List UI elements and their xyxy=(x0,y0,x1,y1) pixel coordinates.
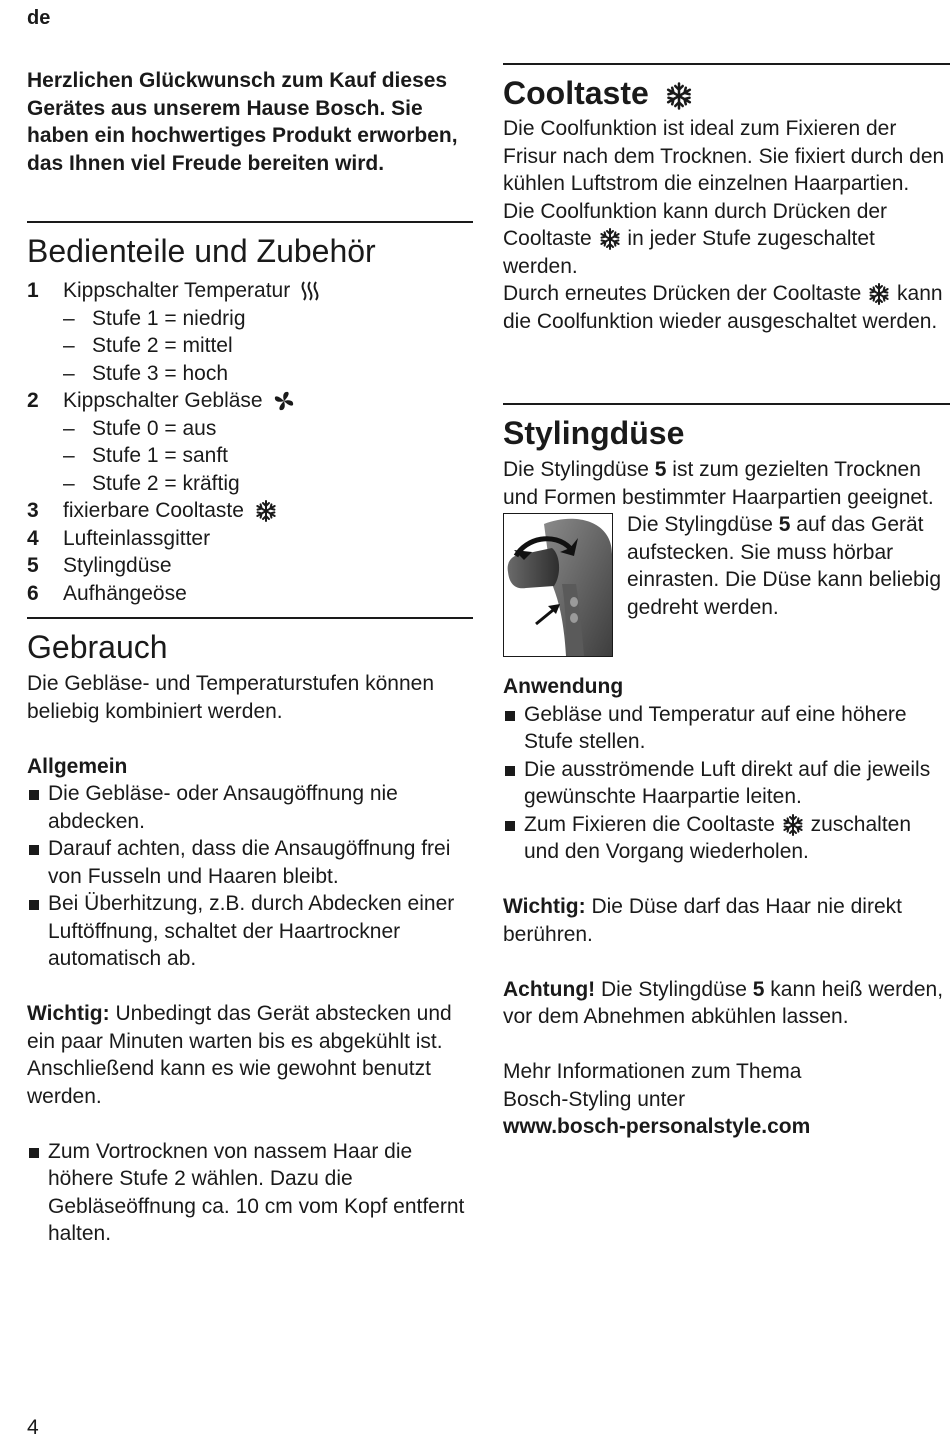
gebrauch-heading: Gebrauch xyxy=(27,629,168,665)
snowflake-icon xyxy=(781,813,805,837)
list-subitem: – Stufe 1 = niedrig xyxy=(63,306,246,330)
bullet-item: Die ausströmende Luft direkt auf die jeweils gewünschte Haarpartie leiten. xyxy=(503,756,950,811)
bullet-item: Darauf achten, dass die Ansaugöffnung frei von Fusseln und Haaren bleibt. xyxy=(27,835,473,890)
list-subitem: – Stufe 1 = sanft xyxy=(63,444,229,467)
bullet-item: Zum Fixieren die Cooltaste zuschalten und den Vorgang wiederholen. xyxy=(503,811,950,866)
cooltaste-p1: Die Coolfunktion ist ideal zum Fixieren der Frisur nach dem Trocknen. Sie fixiert durch den kühlen Luftstrom die einzelnen Haarpartien. xyxy=(503,117,945,195)
bullet-item: Gebläse und Temperatur auf eine höhere Stufe stellen. xyxy=(503,701,950,756)
wichtig-note: Wichtig: Unbedingt das Gerät abstecken und ein paar Minuten warten bis es abgekühlt ist. Anschließend kann es wie gewohnt benutzt werden. xyxy=(27,1002,452,1108)
list-subitem: – Stufe 2 = kräftig xyxy=(63,471,240,495)
hairdryer-nozzle-image xyxy=(504,514,612,656)
intro-text: Herzlichen Glückwunsch zum Kauf dieses Gerätes aus unserem Hause Bosch. Sie haben ein hochwertiges Produkt erworben, das Ihnen viel Freude bereiten wird. xyxy=(27,69,458,175)
list-subitem: – Stufe 0 = aus xyxy=(63,416,217,440)
info-text: Mehr Informationen zum Thema Bosch-Styling unter xyxy=(503,1060,802,1111)
list-subitem: – Stufe 2 = mittel xyxy=(63,334,233,357)
section-gebrauch xyxy=(27,617,473,1248)
fan-icon xyxy=(272,389,296,413)
list-subitem: – Stufe 3 = hoch xyxy=(63,361,229,385)
nozzle-illustration xyxy=(503,513,613,657)
list-item: 3 fixierbare Cooltaste xyxy=(27,497,473,525)
list-item: 6 Aufhängeöse xyxy=(27,581,187,605)
snowflake-icon xyxy=(254,499,278,523)
stylingduese-p1: Die Stylingdüse 5 ist zum gezielten Trocknen und Formen bestimmter Haarpartien geeignet. xyxy=(503,458,934,509)
list-item: 1 Kippschalter Temperatur xyxy=(27,277,473,305)
list-item: 5 Stylingdüse xyxy=(27,554,172,577)
list-item: 2 Kippschalter Gebläse xyxy=(27,387,473,415)
achtung-note: Achtung! Die Stylingdüse 5 kann heiß werden, vor dem Abnehmen abkühlen lassen. xyxy=(503,977,944,1028)
section-cooltaste xyxy=(503,63,950,335)
page-number: 4 xyxy=(27,1416,39,1439)
section-stylingduese xyxy=(503,403,950,1141)
cooltaste-heading: Cooltaste xyxy=(503,65,950,113)
allgemein-heading: Allgemein xyxy=(27,754,128,778)
stylingduese-heading: Stylingdüse xyxy=(503,415,685,451)
snowflake-icon xyxy=(867,282,891,306)
list-item: 4 Lufteinlassgitter xyxy=(27,526,211,550)
bullet-item: Die Gebläse- oder Ansaugöffnung nie abdecken. xyxy=(27,780,473,835)
bullet-item: Zum Vortrocknen von nassem Haar die höhere Stufe 2 wählen. Dazu die Gebläseöffnung ca. 10 cm vom Kopf entfernt halten. xyxy=(27,1138,473,1248)
anwendung-heading: Anwendung xyxy=(503,675,624,698)
wichtig-note: Wichtig: Die Düse darf das Haar nie direkt berühren. xyxy=(503,895,902,946)
section-bedienteile xyxy=(27,221,473,607)
stylingduese-p2: Die Stylingdüse 5 auf das Gerät aufstecken. Sie muss hörbar einrasten. Die Düse kann beliebig gedreht werden. xyxy=(627,513,942,619)
snowflake-icon xyxy=(598,227,622,251)
language-code: de xyxy=(27,7,51,29)
heat-icon xyxy=(300,280,320,302)
bullet-item: Bei Überhitzung, z.B. durch Abdecken einer Luftöffnung, schaltet der Haartrockner automatisch ab. xyxy=(27,890,473,973)
bedienteile-heading: Bedienteile und Zubehör xyxy=(27,233,376,269)
cooltaste-p3: Durch erneutes Drücken der Cooltaste kann die Coolfunktion wieder ausgeschaltet werden. xyxy=(503,282,943,333)
gebrauch-text: Die Gebläse- und Temperaturstufen können beliebig kombiniert werden. xyxy=(27,672,435,723)
cooltaste-p2: Die Coolfunktion kann durch Drücken der Cooltaste in jeder Stufe zugeschaltet werden. xyxy=(503,199,888,278)
snowflake-icon xyxy=(664,81,694,111)
website-link[interactable]: www.bosch-personalstyle.com xyxy=(503,1115,811,1138)
